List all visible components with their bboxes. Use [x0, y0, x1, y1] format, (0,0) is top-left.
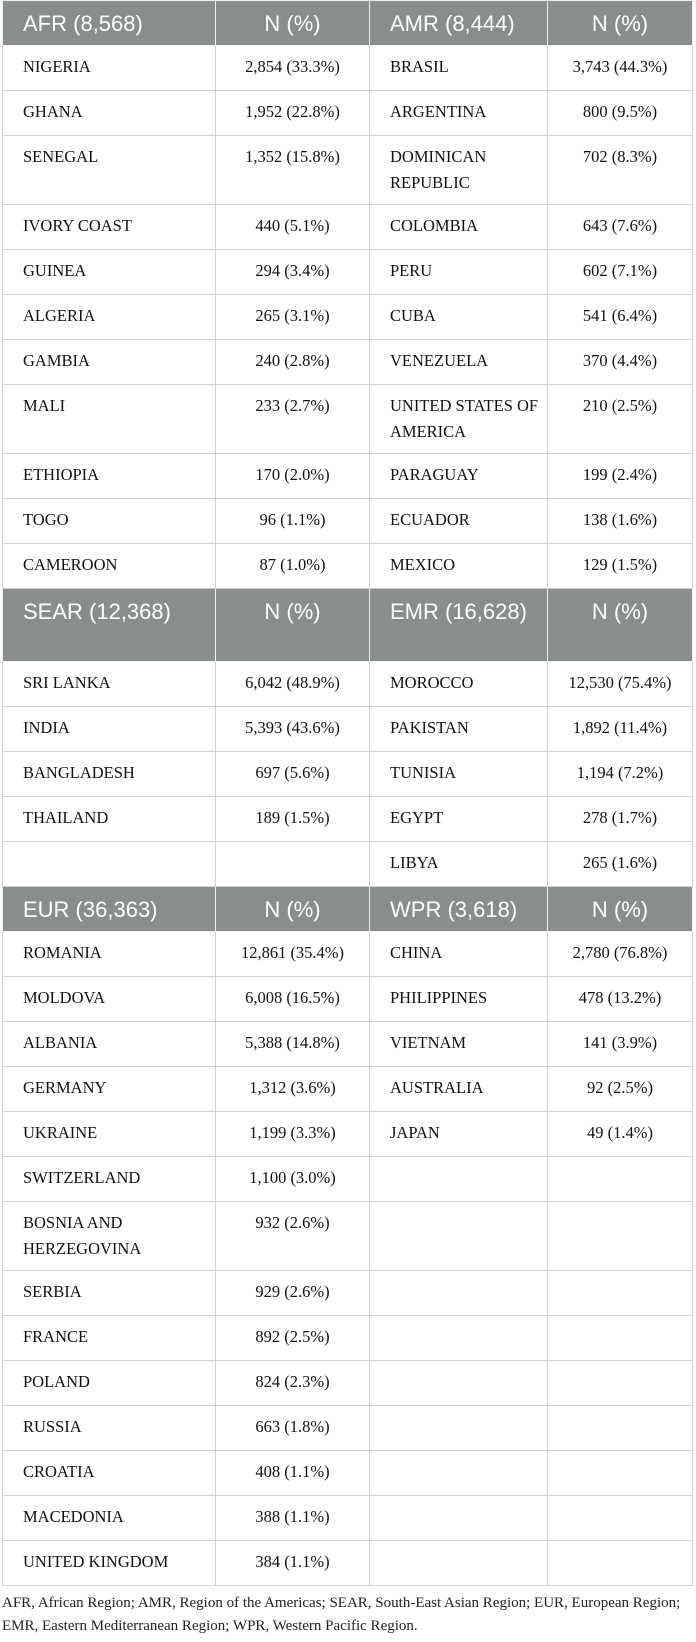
- n-percent-header: N (%): [216, 887, 370, 932]
- region-header: AFR (8,568): [3, 1, 216, 46]
- country-cell: COLOMBIA: [370, 205, 548, 250]
- region-header-row: [3, 589, 693, 662]
- country-cell: MOROCCO: [370, 662, 548, 707]
- table-row: [3, 250, 693, 295]
- country-cell: PHILIPPINES: [370, 977, 548, 1022]
- country-cell: ARGENTINA: [370, 91, 548, 136]
- country-cell: ALBANIA: [3, 1022, 216, 1067]
- country-cell: THAILAND: [3, 797, 216, 842]
- region-header-row: [3, 1, 693, 46]
- country-cell: ETHIOPIA: [3, 454, 216, 499]
- count-cell: 141 (3.9%): [548, 1022, 693, 1067]
- country-cell: SWITZERLAND: [3, 1157, 216, 1202]
- count-cell: 800 (9.5%): [548, 91, 693, 136]
- count-cell: 892 (2.5%): [216, 1316, 370, 1361]
- region-header: SEAR (12,368): [3, 589, 216, 662]
- table-row: [3, 1406, 693, 1451]
- table-row: [3, 1316, 693, 1361]
- table-row: [3, 1112, 693, 1157]
- table-row: [3, 544, 693, 589]
- table-row: [3, 340, 693, 385]
- region-header-row: [3, 887, 693, 932]
- count-cell: 240 (2.8%): [216, 340, 370, 385]
- table-row: [3, 1067, 693, 1112]
- count-cell: 2,780 (76.8%): [548, 932, 693, 977]
- country-cell: SRI LANKA: [3, 662, 216, 707]
- country-cell: POLAND: [3, 1361, 216, 1406]
- country-cell: FRANCE: [3, 1316, 216, 1361]
- count-cell: 1,892 (11.4%): [548, 707, 693, 752]
- country-cell: ROMANIA: [3, 932, 216, 977]
- country-cell: VIETNAM: [370, 1022, 548, 1067]
- country-cell: [370, 1451, 548, 1496]
- table-row: [3, 1541, 693, 1586]
- country-cell: [370, 1202, 548, 1271]
- country-cell: DOMINICAN REPUBLIC: [370, 136, 548, 205]
- region-header: EUR (36,363): [3, 887, 216, 932]
- country-cell: [370, 1361, 548, 1406]
- table-row: [3, 91, 693, 136]
- table-row: [3, 707, 693, 752]
- count-cell: [548, 1202, 693, 1271]
- count-cell: 440 (5.1%): [216, 205, 370, 250]
- country-cell: LIBYA: [370, 842, 548, 887]
- count-cell: 87 (1.0%): [216, 544, 370, 589]
- count-cell: 138 (1.6%): [548, 499, 693, 544]
- country-cell: INDIA: [3, 707, 216, 752]
- count-cell: 702 (8.3%): [548, 136, 693, 205]
- count-cell: 1,952 (22.8%): [216, 91, 370, 136]
- count-cell: 96 (1.1%): [216, 499, 370, 544]
- count-cell: 388 (1.1%): [216, 1496, 370, 1541]
- count-cell: 663 (1.8%): [216, 1406, 370, 1451]
- count-cell: 1,100 (3.0%): [216, 1157, 370, 1202]
- count-cell: 1,312 (3.6%): [216, 1067, 370, 1112]
- country-cell: BRASIL: [370, 46, 548, 91]
- country-cell: BANGLADESH: [3, 752, 216, 797]
- table-row: [3, 1361, 693, 1406]
- count-cell: [548, 1361, 693, 1406]
- count-cell: [548, 1406, 693, 1451]
- table-row: [3, 842, 693, 887]
- count-cell: 170 (2.0%): [216, 454, 370, 499]
- country-cell: SENEGAL: [3, 136, 216, 205]
- region-country-table: [2, 0, 693, 1586]
- country-cell: TOGO: [3, 499, 216, 544]
- country-cell: CROATIA: [3, 1451, 216, 1496]
- table-row: [3, 385, 693, 454]
- country-cell: [370, 1271, 548, 1316]
- country-cell: AUSTRALIA: [370, 1067, 548, 1112]
- table-row: [3, 1202, 693, 1271]
- count-cell: [548, 1451, 693, 1496]
- country-cell: UNITED KINGDOM: [3, 1541, 216, 1586]
- count-cell: 12,861 (35.4%): [216, 932, 370, 977]
- country-cell: ALGERIA: [3, 295, 216, 340]
- count-cell: 6,042 (48.9%): [216, 662, 370, 707]
- table-row: [3, 46, 693, 91]
- count-cell: 697 (5.6%): [216, 752, 370, 797]
- country-cell: SERBIA: [3, 1271, 216, 1316]
- country-cell: UNITED STATES OF AMERICA: [370, 385, 548, 454]
- region-header: AMR (8,444): [370, 1, 548, 46]
- count-cell: 2,854 (33.3%): [216, 46, 370, 91]
- table-row: [3, 1496, 693, 1541]
- count-cell: 12,530 (75.4%): [548, 662, 693, 707]
- n-percent-header: N (%): [216, 589, 370, 662]
- n-percent-header: N (%): [548, 887, 693, 932]
- count-cell: [548, 1496, 693, 1541]
- country-cell: PERU: [370, 250, 548, 295]
- count-cell: 49 (1.4%): [548, 1112, 693, 1157]
- count-cell: [548, 1316, 693, 1361]
- count-cell: [548, 1271, 693, 1316]
- country-cell: CHINA: [370, 932, 548, 977]
- table-row: [3, 797, 693, 842]
- table-row: [3, 662, 693, 707]
- count-cell: 541 (6.4%): [548, 295, 693, 340]
- country-cell: [370, 1157, 548, 1202]
- table-row: [3, 454, 693, 499]
- table-row: [3, 136, 693, 205]
- table-row: [3, 977, 693, 1022]
- count-cell: 5,393 (43.6%): [216, 707, 370, 752]
- country-cell: [370, 1316, 548, 1361]
- region-header: WPR (3,618): [370, 887, 548, 932]
- country-cell: GHANA: [3, 91, 216, 136]
- country-cell: PARAGUAY: [370, 454, 548, 499]
- count-cell: 384 (1.1%): [216, 1541, 370, 1586]
- count-cell: 92 (2.5%): [548, 1067, 693, 1112]
- table-row: [3, 1451, 693, 1496]
- table-row: [3, 295, 693, 340]
- country-cell: [370, 1541, 548, 1586]
- n-percent-header: N (%): [216, 1, 370, 46]
- country-cell: [370, 1406, 548, 1451]
- country-cell: MOLDOVA: [3, 977, 216, 1022]
- footnote: AFR, African Region; AMR, Region of the Americas; SEAR, South-East Asian Region; EUR, European Region; EMR, Eastern Mediterranean Region; WPR, Western Pacific Region.: [2, 1595, 681, 1634]
- table-row: [3, 499, 693, 544]
- country-cell: GUINEA: [3, 250, 216, 295]
- table-row: [3, 1022, 693, 1067]
- table-container: [2, 0, 692, 1586]
- n-percent-header: N (%): [548, 1, 693, 46]
- table-row: [3, 932, 693, 977]
- count-cell: 265 (3.1%): [216, 295, 370, 340]
- country-cell: VENEZUELA: [370, 340, 548, 385]
- n-percent-header: N (%): [548, 589, 693, 662]
- count-cell: 1,194 (7.2%): [548, 752, 693, 797]
- country-cell: GERMANY: [3, 1067, 216, 1112]
- country-cell: MACEDONIA: [3, 1496, 216, 1541]
- count-cell: 278 (1.7%): [548, 797, 693, 842]
- count-cell: 1,199 (3.3%): [216, 1112, 370, 1157]
- country-cell: MALI: [3, 385, 216, 454]
- country-cell: JAPAN: [370, 1112, 548, 1157]
- count-cell: 5,388 (14.8%): [216, 1022, 370, 1067]
- country-cell: BOSNIA AND HERZEGOVINA: [3, 1202, 216, 1271]
- count-cell: 210 (2.5%): [548, 385, 693, 454]
- table-row: [3, 205, 693, 250]
- table-row: [3, 752, 693, 797]
- country-cell: GAMBIA: [3, 340, 216, 385]
- country-cell: EGYPT: [370, 797, 548, 842]
- country-cell: CAMEROON: [3, 544, 216, 589]
- count-cell: 602 (7.1%): [548, 250, 693, 295]
- country-cell: TUNISIA: [370, 752, 548, 797]
- count-cell: 294 (3.4%): [216, 250, 370, 295]
- count-cell: [548, 1157, 693, 1202]
- count-cell: 1,352 (15.8%): [216, 136, 370, 205]
- count-cell: 233 (2.7%): [216, 385, 370, 454]
- count-cell: 199 (2.4%): [548, 454, 693, 499]
- count-cell: 932 (2.6%): [216, 1202, 370, 1271]
- count-cell: 478 (13.2%): [548, 977, 693, 1022]
- table-row: [3, 1157, 693, 1202]
- count-cell: 929 (2.6%): [216, 1271, 370, 1316]
- count-cell: 408 (1.1%): [216, 1451, 370, 1496]
- count-cell: 3,743 (44.3%): [548, 46, 693, 91]
- count-cell: 643 (7.6%): [548, 205, 693, 250]
- table-row: [3, 1271, 693, 1316]
- country-cell: RUSSIA: [3, 1406, 216, 1451]
- country-cell: [370, 1496, 548, 1541]
- count-cell: [216, 842, 370, 887]
- country-cell: UKRAINE: [3, 1112, 216, 1157]
- country-cell: ECUADOR: [370, 499, 548, 544]
- count-cell: 370 (4.4%): [548, 340, 693, 385]
- region-header: EMR (16,628): [370, 589, 548, 662]
- country-cell: NIGERIA: [3, 46, 216, 91]
- count-cell: 129 (1.5%): [548, 544, 693, 589]
- table-body: [3, 1, 693, 1586]
- country-cell: PAKISTAN: [370, 707, 548, 752]
- country-cell: MEXICO: [370, 544, 548, 589]
- count-cell: 265 (1.6%): [548, 842, 693, 887]
- count-cell: [548, 1541, 693, 1586]
- country-cell: CUBA: [370, 295, 548, 340]
- count-cell: 6,008 (16.5%): [216, 977, 370, 1022]
- count-cell: 824 (2.3%): [216, 1361, 370, 1406]
- count-cell: 189 (1.5%): [216, 797, 370, 842]
- country-cell: IVORY COAST: [3, 205, 216, 250]
- country-cell: [3, 842, 216, 887]
